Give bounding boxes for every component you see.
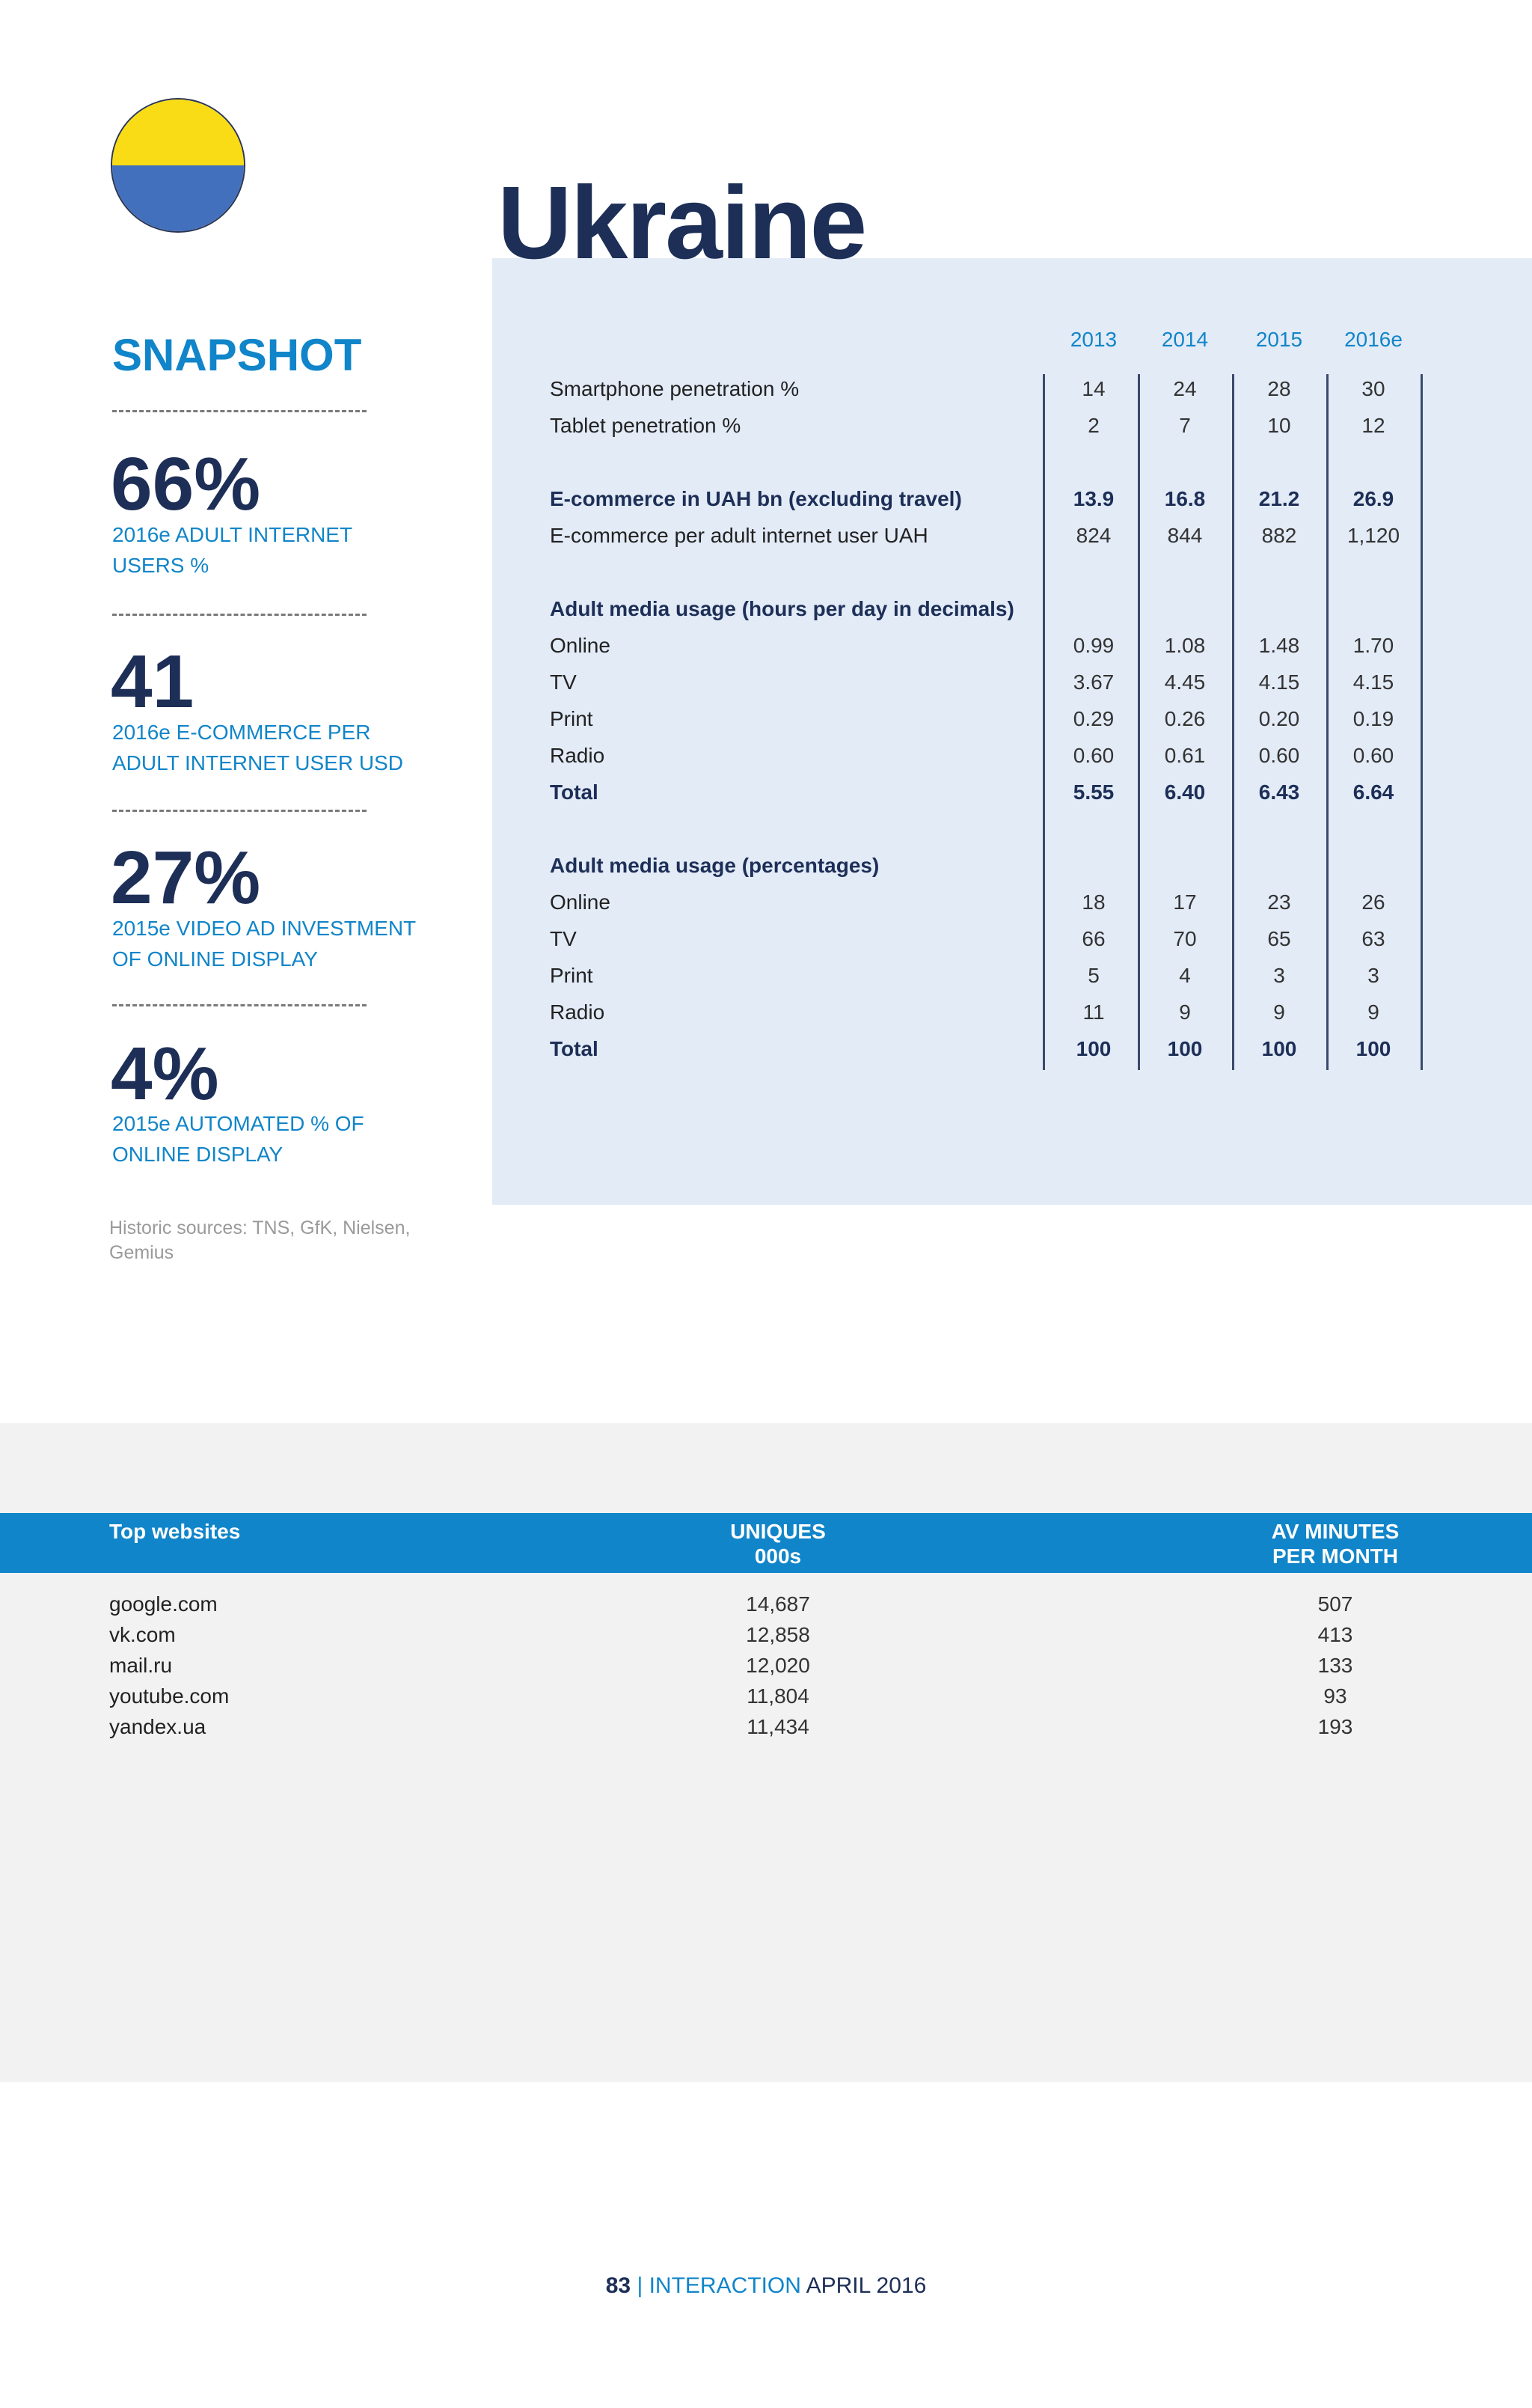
- sources-line: Historic sources: TNS, GfK, Nielsen,: [109, 1217, 411, 1238]
- column-separator: [1138, 374, 1140, 1070]
- table-cell: 1,120: [1346, 524, 1400, 547]
- table-cell: 0.61: [1164, 744, 1206, 767]
- table-cell: 0.99: [1073, 634, 1115, 657]
- website-minutes: 507: [1317, 1592, 1353, 1616]
- table-cell: 4.15: [1258, 670, 1300, 694]
- divider: [112, 410, 367, 412]
- table-cell: 4.45: [1164, 670, 1206, 694]
- table-cell: 3.67: [1073, 670, 1115, 694]
- stat-value: 66%: [111, 442, 261, 526]
- table-cell: 6.40: [1164, 780, 1206, 804]
- row-label: E-commerce per adult internet user UAH: [550, 524, 928, 547]
- row-label: E-commerce in UAH bn (excluding travel): [550, 487, 962, 510]
- table-cell: 24: [1173, 377, 1197, 400]
- website-uniques: 14,687: [746, 1592, 810, 1616]
- column-separator: [1326, 374, 1329, 1070]
- divider: [112, 810, 367, 812]
- divider: [112, 1004, 367, 1006]
- row-label: Online: [550, 634, 610, 657]
- table-cell: 13.9: [1073, 487, 1115, 510]
- website-name: mail.ru: [109, 1654, 173, 1677]
- table-cell: 16.8: [1164, 487, 1206, 510]
- table-cell: 3: [1273, 964, 1285, 987]
- table-cell: 100: [1167, 1037, 1203, 1060]
- table-cell: 30: [1361, 377, 1385, 400]
- footer-separator: |: [637, 2273, 643, 2298]
- website-minutes: 413: [1317, 1623, 1353, 1646]
- row-label: Radio: [550, 1000, 605, 1024]
- row-label: Adult media usage (hours per day in decimals): [550, 597, 1014, 620]
- row-label: Adult media usage (percentages): [550, 854, 880, 877]
- divider: [112, 614, 367, 616]
- stat-description-line: ADULT INTERNET USER USD: [112, 751, 403, 774]
- website-minutes: 93: [1323, 1684, 1347, 1708]
- table-cell: 4: [1179, 964, 1191, 987]
- table-cell: 0.19: [1352, 707, 1394, 730]
- website-name: google.com: [109, 1592, 218, 1616]
- publication-date: APRIL 2016: [806, 2273, 927, 2298]
- stat-description: [112, 519, 426, 581]
- row-label: Print: [550, 964, 593, 987]
- page-title: Ukraine: [497, 165, 866, 281]
- stat-value: 4%: [111, 1032, 219, 1116]
- table-cell: 0.60: [1352, 744, 1394, 767]
- table-cell: 6.64: [1352, 780, 1394, 804]
- table-cell: 1.08: [1164, 634, 1206, 657]
- stat-description: [112, 1108, 426, 1170]
- stat-description-line: 2015e VIDEO AD INVESTMENT: [112, 917, 417, 940]
- stat-description-line: ONLINE DISPLAY: [112, 1143, 284, 1166]
- table-cell: 0.60: [1258, 744, 1300, 767]
- ukraine-flag-icon: [111, 98, 245, 233]
- table-cell: 63: [1361, 927, 1385, 950]
- table-cell: 5: [1088, 964, 1100, 987]
- year-header: 2016e: [1344, 328, 1403, 351]
- website-name: yandex.ua: [109, 1715, 206, 1738]
- table-cell: 4.15: [1352, 670, 1394, 694]
- stat-description-line: 2016e ADULT INTERNET: [112, 523, 353, 546]
- table-cell: 100: [1261, 1037, 1297, 1060]
- sources-line: Gemius: [109, 1242, 174, 1263]
- table-cell: 26.9: [1352, 487, 1394, 510]
- year-header: 2015: [1255, 328, 1303, 351]
- row-label: Online: [550, 890, 610, 914]
- page-number: 83: [605, 2273, 631, 2298]
- row-label: Smartphone penetration %: [550, 377, 800, 400]
- table-cell: 824: [1076, 524, 1112, 547]
- stat-value: 41: [111, 640, 194, 724]
- row-label: Tablet penetration %: [550, 414, 741, 437]
- stat-description-line: 2015e AUTOMATED % OF: [112, 1112, 364, 1135]
- table-cell: 9: [1367, 1000, 1379, 1024]
- stat-description-line: 2016e E-COMMERCE PER: [112, 721, 371, 744]
- snapshot-heading: SNAPSHOT: [112, 330, 362, 380]
- column-separator: [1421, 374, 1423, 1070]
- table-cell: 28: [1267, 377, 1291, 400]
- row-label: TV: [550, 927, 577, 950]
- col-header-line: UNIQUES: [730, 1520, 826, 1543]
- page-footer: [0, 2273, 1532, 2299]
- website-minutes: 133: [1317, 1654, 1353, 1677]
- table-cell: 66: [1082, 927, 1106, 950]
- website-uniques: 12,858: [746, 1623, 810, 1646]
- year-header: 2014: [1161, 328, 1209, 351]
- table-cell: 7: [1179, 414, 1191, 437]
- website-uniques: 11,804: [747, 1684, 809, 1708]
- row-label: Print: [550, 707, 593, 730]
- table-cell: 70: [1173, 927, 1197, 950]
- website-minutes: 193: [1317, 1715, 1353, 1738]
- table-cell: 6.43: [1258, 780, 1300, 804]
- col-header-uniques: [703, 1519, 853, 1568]
- publication-name: INTERACTION: [649, 2273, 801, 2298]
- stat-description-line: OF ONLINE DISPLAY: [112, 947, 318, 971]
- table-cell: 3: [1367, 964, 1379, 987]
- row-label: Total: [550, 780, 598, 804]
- row-label: TV: [550, 670, 577, 694]
- col-header-line: PER MONTH: [1272, 1544, 1398, 1568]
- table-cell: 5.55: [1073, 780, 1115, 804]
- table-cell: 21.2: [1258, 487, 1300, 510]
- flag-blue-half: [112, 165, 244, 231]
- table-cell: 882: [1261, 524, 1297, 547]
- table-cell: 9: [1273, 1000, 1285, 1024]
- website-uniques: 12,020: [746, 1654, 810, 1677]
- sources-note: [109, 1216, 423, 1265]
- col-header-line: 000s: [754, 1544, 802, 1568]
- stat-description-line: USERS %: [112, 554, 209, 577]
- column-separator: [1232, 374, 1234, 1070]
- table-cell: 10: [1267, 414, 1291, 437]
- table-cell: 65: [1267, 927, 1291, 950]
- table-cell: 14: [1082, 377, 1106, 400]
- table-cell: 2: [1088, 414, 1100, 437]
- table-cell: 100: [1076, 1037, 1112, 1060]
- table-cell: 0.29: [1073, 707, 1115, 730]
- stat-description: [112, 717, 426, 778]
- table-cell: 0.26: [1164, 707, 1206, 730]
- flag-yellow-half: [112, 100, 244, 165]
- table-cell: 9: [1179, 1000, 1191, 1024]
- col-header-top-websites: Top websites: [109, 1520, 241, 1543]
- col-header-line: AV MINUTES: [1271, 1520, 1400, 1543]
- table-cell: 12: [1361, 414, 1385, 437]
- table-cell: 26: [1361, 890, 1385, 914]
- website-name: youtube.com: [109, 1684, 230, 1708]
- stat-description: [112, 913, 426, 974]
- year-header: 2013: [1070, 328, 1118, 351]
- table-cell: 17: [1173, 890, 1197, 914]
- column-separator: [1043, 374, 1045, 1070]
- website-name: vk.com: [109, 1623, 176, 1646]
- col-header-minutes: [1227, 1519, 1444, 1568]
- table-cell: 100: [1355, 1037, 1391, 1060]
- table-cell: 1.48: [1258, 634, 1300, 657]
- stat-value: 27%: [111, 836, 261, 920]
- table-cell: 23: [1267, 890, 1291, 914]
- table-cell: 0.60: [1073, 744, 1115, 767]
- table-cell: 0.20: [1258, 707, 1300, 730]
- table-cell: 18: [1082, 890, 1106, 914]
- table-cell: 1.70: [1352, 634, 1394, 657]
- website-uniques: 11,434: [747, 1715, 809, 1738]
- table-cell: 844: [1167, 524, 1203, 547]
- row-label: Radio: [550, 744, 605, 767]
- row-label: Total: [550, 1037, 598, 1060]
- table-cell: 11: [1082, 1000, 1105, 1024]
